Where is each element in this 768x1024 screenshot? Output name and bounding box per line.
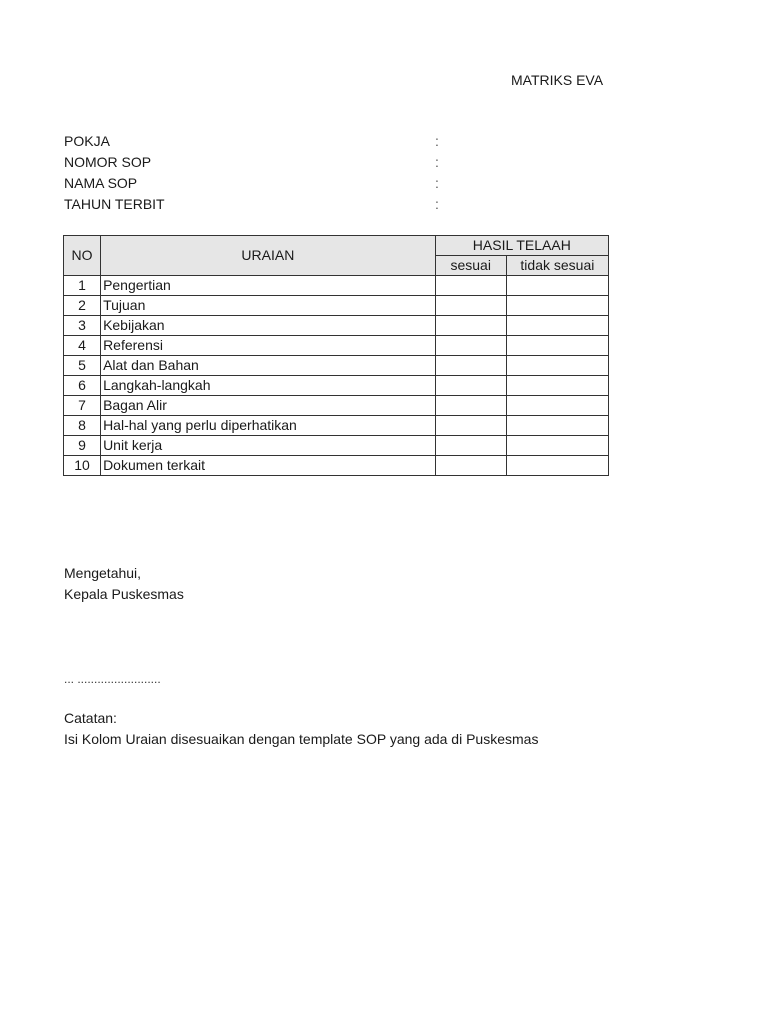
table-header-row <box>64 236 609 256</box>
meta-separator: : <box>435 175 439 191</box>
row-number: 6 <box>64 376 101 396</box>
row-number: 10 <box>64 456 101 476</box>
row-number: 7 <box>64 396 101 416</box>
cell-sesuai[interactable] <box>435 456 506 476</box>
meta-label: POKJA <box>64 133 110 149</box>
meta-label: NAMA SOP <box>64 175 138 191</box>
evaluation-matrix-table <box>63 235 609 476</box>
cell-tidak-sesuai[interactable] <box>506 456 608 476</box>
meta-row-nama-sop <box>64 173 464 194</box>
meta-row-pokja <box>64 131 464 152</box>
cell-sesuai[interactable] <box>435 416 506 436</box>
cell-tidak-sesuai[interactable] <box>506 416 608 436</box>
row-uraian: Langkah-langkah <box>101 376 436 396</box>
meta-row-tahun-terbit <box>64 194 464 215</box>
cell-tidak-sesuai[interactable] <box>506 316 608 336</box>
table-row <box>64 356 609 376</box>
cell-tidak-sesuai[interactable] <box>506 396 608 416</box>
row-number: 4 <box>64 336 101 356</box>
row-uraian: Tujuan <box>101 296 436 316</box>
row-uraian: Kebijakan <box>101 316 436 336</box>
cell-tidak-sesuai[interactable] <box>506 336 608 356</box>
row-number: 3 <box>64 316 101 336</box>
sop-meta-fields <box>64 131 464 215</box>
table-row <box>64 316 609 336</box>
cell-tidak-sesuai[interactable] <box>506 436 608 456</box>
header-no: NO <box>64 236 101 276</box>
cell-tidak-sesuai[interactable] <box>506 276 608 296</box>
row-uraian: Bagan Alir <box>101 396 436 416</box>
notes-block <box>64 708 538 750</box>
table-row <box>64 276 609 296</box>
table-row <box>64 396 609 416</box>
row-uraian: Dokumen terkait <box>101 456 436 476</box>
cell-sesuai[interactable] <box>435 296 506 316</box>
header-sesuai: sesuai <box>435 256 506 276</box>
table-row <box>64 336 609 356</box>
row-uraian: Alat dan Bahan <box>101 356 436 376</box>
notes-heading: Catatan: <box>64 710 117 726</box>
cell-sesuai[interactable] <box>435 336 506 356</box>
row-uraian: Hal-hal yang perlu diperhatikan <box>101 416 436 436</box>
row-uraian: Referensi <box>101 336 436 356</box>
meta-separator: : <box>435 133 439 149</box>
row-uraian: Pengertian <box>101 276 436 296</box>
signature-line-mengetahui: Mengetahui, <box>64 565 142 581</box>
meta-label: TAHUN TERBIT <box>64 196 165 212</box>
cell-sesuai[interactable] <box>435 376 506 396</box>
signature-name-placeholder: ... ......................... <box>64 672 161 686</box>
cell-tidak-sesuai[interactable] <box>506 356 608 376</box>
cell-tidak-sesuai[interactable] <box>506 296 608 316</box>
cell-sesuai[interactable] <box>435 356 506 376</box>
meta-separator: : <box>435 154 439 170</box>
cell-sesuai[interactable] <box>435 316 506 336</box>
meta-row-nomor-sop <box>64 152 464 173</box>
header-uraian: URAIAN <box>101 236 436 276</box>
row-number: 5 <box>64 356 101 376</box>
table-row <box>64 416 609 436</box>
signature-line-kepala: Kepala Puskesmas <box>64 586 184 602</box>
row-number: 1 <box>64 276 101 296</box>
cell-sesuai[interactable] <box>435 396 506 416</box>
table-row <box>64 296 609 316</box>
notes-text: Isi Kolom Uraian disesuaikan dengan template SOP yang ada di Puskesmas <box>64 731 539 747</box>
signature-block <box>64 563 184 605</box>
row-number: 2 <box>64 296 101 316</box>
meta-separator: : <box>435 196 439 212</box>
table-row <box>64 436 609 456</box>
row-uraian: Unit kerja <box>101 436 436 456</box>
table-row <box>64 456 609 476</box>
document-title: MATRIKS EVA <box>511 72 604 88</box>
cell-sesuai[interactable] <box>435 436 506 456</box>
table-row <box>64 376 609 396</box>
meta-label: NOMOR SOP <box>64 154 152 170</box>
cell-sesuai[interactable] <box>435 276 506 296</box>
header-tidak-sesuai: tidak sesuai <box>506 256 608 276</box>
cell-tidak-sesuai[interactable] <box>506 376 608 396</box>
row-number: 9 <box>64 436 101 456</box>
row-number: 8 <box>64 416 101 436</box>
header-hasil-telaah: HASIL TELAAH <box>435 236 608 256</box>
